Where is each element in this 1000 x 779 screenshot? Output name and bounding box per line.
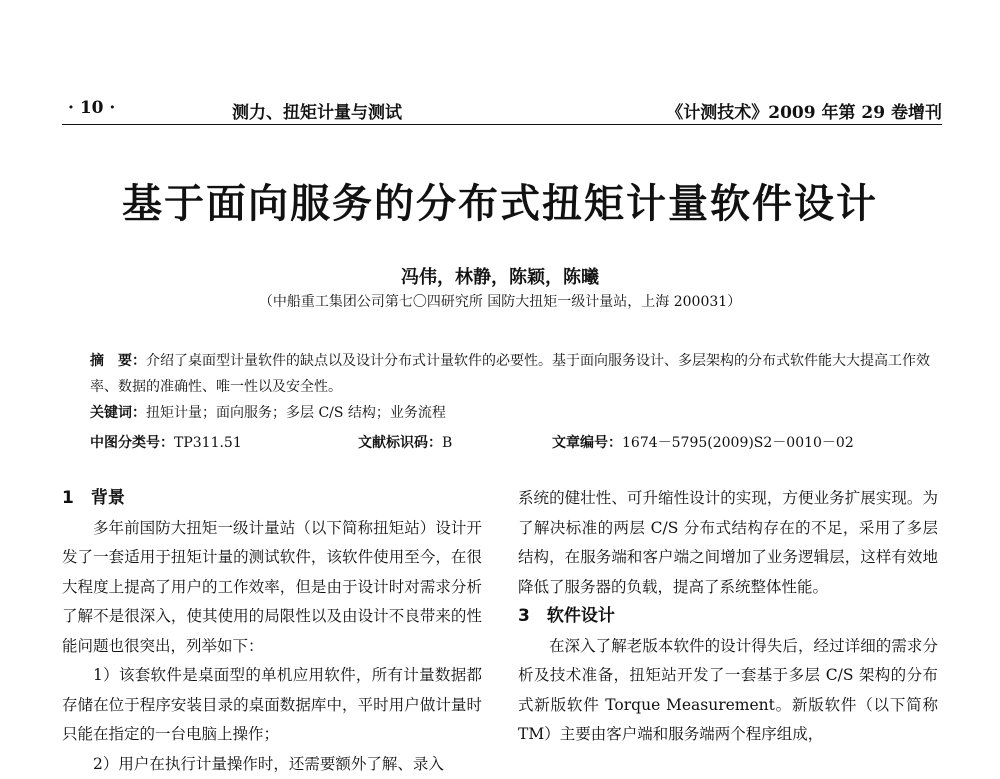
authors: 冯伟，林静，陈颖，陈曦 [0, 263, 1000, 289]
left-column [62, 484, 482, 779]
paragraph: 在深入了解老版本软件的设计得失后，经过详细的需求分析及技术准备，扭矩站开发了一套基于多层 C/S 架构的分布式新版软件 Torque Measurement。新版软件（以下简称 TM）主要由客户端和服务端两个程序组成， [518, 632, 938, 750]
paper-title: 基于面向服务的分布式扭矩计量软件设计 [0, 172, 1000, 229]
paragraph: 系统的健壮性、可升缩性设计的实现，方便业务扩展实现。为了解决标准的两层 C/S 分布式结构存在的不足，采用了多层结构，在服务端和客户端之间增加了业务逻辑层，这样有效地降低了服务器的负载，提高了系统整体性能。 [518, 484, 938, 602]
journal-name: 《计测技术》2009 年第 29 卷增刊 [666, 98, 942, 123]
keywords-text: 扭矩计量；面向服务；多层 C/S 结构；业务流程 [146, 405, 446, 421]
abstract [90, 348, 942, 400]
abstract-text: 介绍了桌面型计量软件的缺点以及设计分布式计量软件的必要性。基于面向服务设计、多层架构的分布式软件能大大提高工作效率、数据的准确性、唯一性以及安全性。 [90, 353, 930, 395]
section-name: 测力、扭矩计量与测试 [232, 98, 402, 123]
section-heading: 3 软件设计 [518, 602, 938, 632]
abstract-label: 摘 要： [90, 353, 146, 369]
paragraph: 多年前国防大扭矩一级计量站（以下简称扭矩站）设计开发了一套适用于扭矩计量的测试软件，该软件使用至今，在很大程度上提高了用户的工作效率，但是由于设计时对需求分析了解不是很深入，使其使用的局限性以及由设计不良带来的性能问题也很突出，列举如下： [62, 514, 482, 662]
article-number: 文章编号：1674－5795(2009)S2－0010－02 [552, 432, 854, 452]
right-column [518, 484, 938, 750]
abstract-block [90, 348, 942, 426]
document-code: 文献标识码：B [358, 432, 452, 452]
running-header [60, 98, 942, 124]
classification-row [90, 432, 942, 456]
page-number: · 10 · [68, 98, 115, 118]
affiliation: （中船重工集团公司第七〇四研究所 国防大扭矩一级计量站，上海 200031） [0, 291, 1000, 311]
keywords [90, 400, 942, 426]
section-heading: 1 背景 [62, 484, 482, 514]
clc-number: 中图分类号：TP311.51 [90, 432, 242, 452]
keywords-label: 关键词： [90, 405, 146, 421]
paragraph: 1）该套软件是桌面型的单机应用软件，所有计量数据都存储在位于程序安装目录的桌面数据库中，平时用户做计量时只能在指定的一台电脑上操作； [62, 661, 482, 750]
header-rule [62, 124, 942, 125]
paragraph: 2）用户在执行计量操作时，还需要额外了解、录入 [62, 750, 482, 779]
